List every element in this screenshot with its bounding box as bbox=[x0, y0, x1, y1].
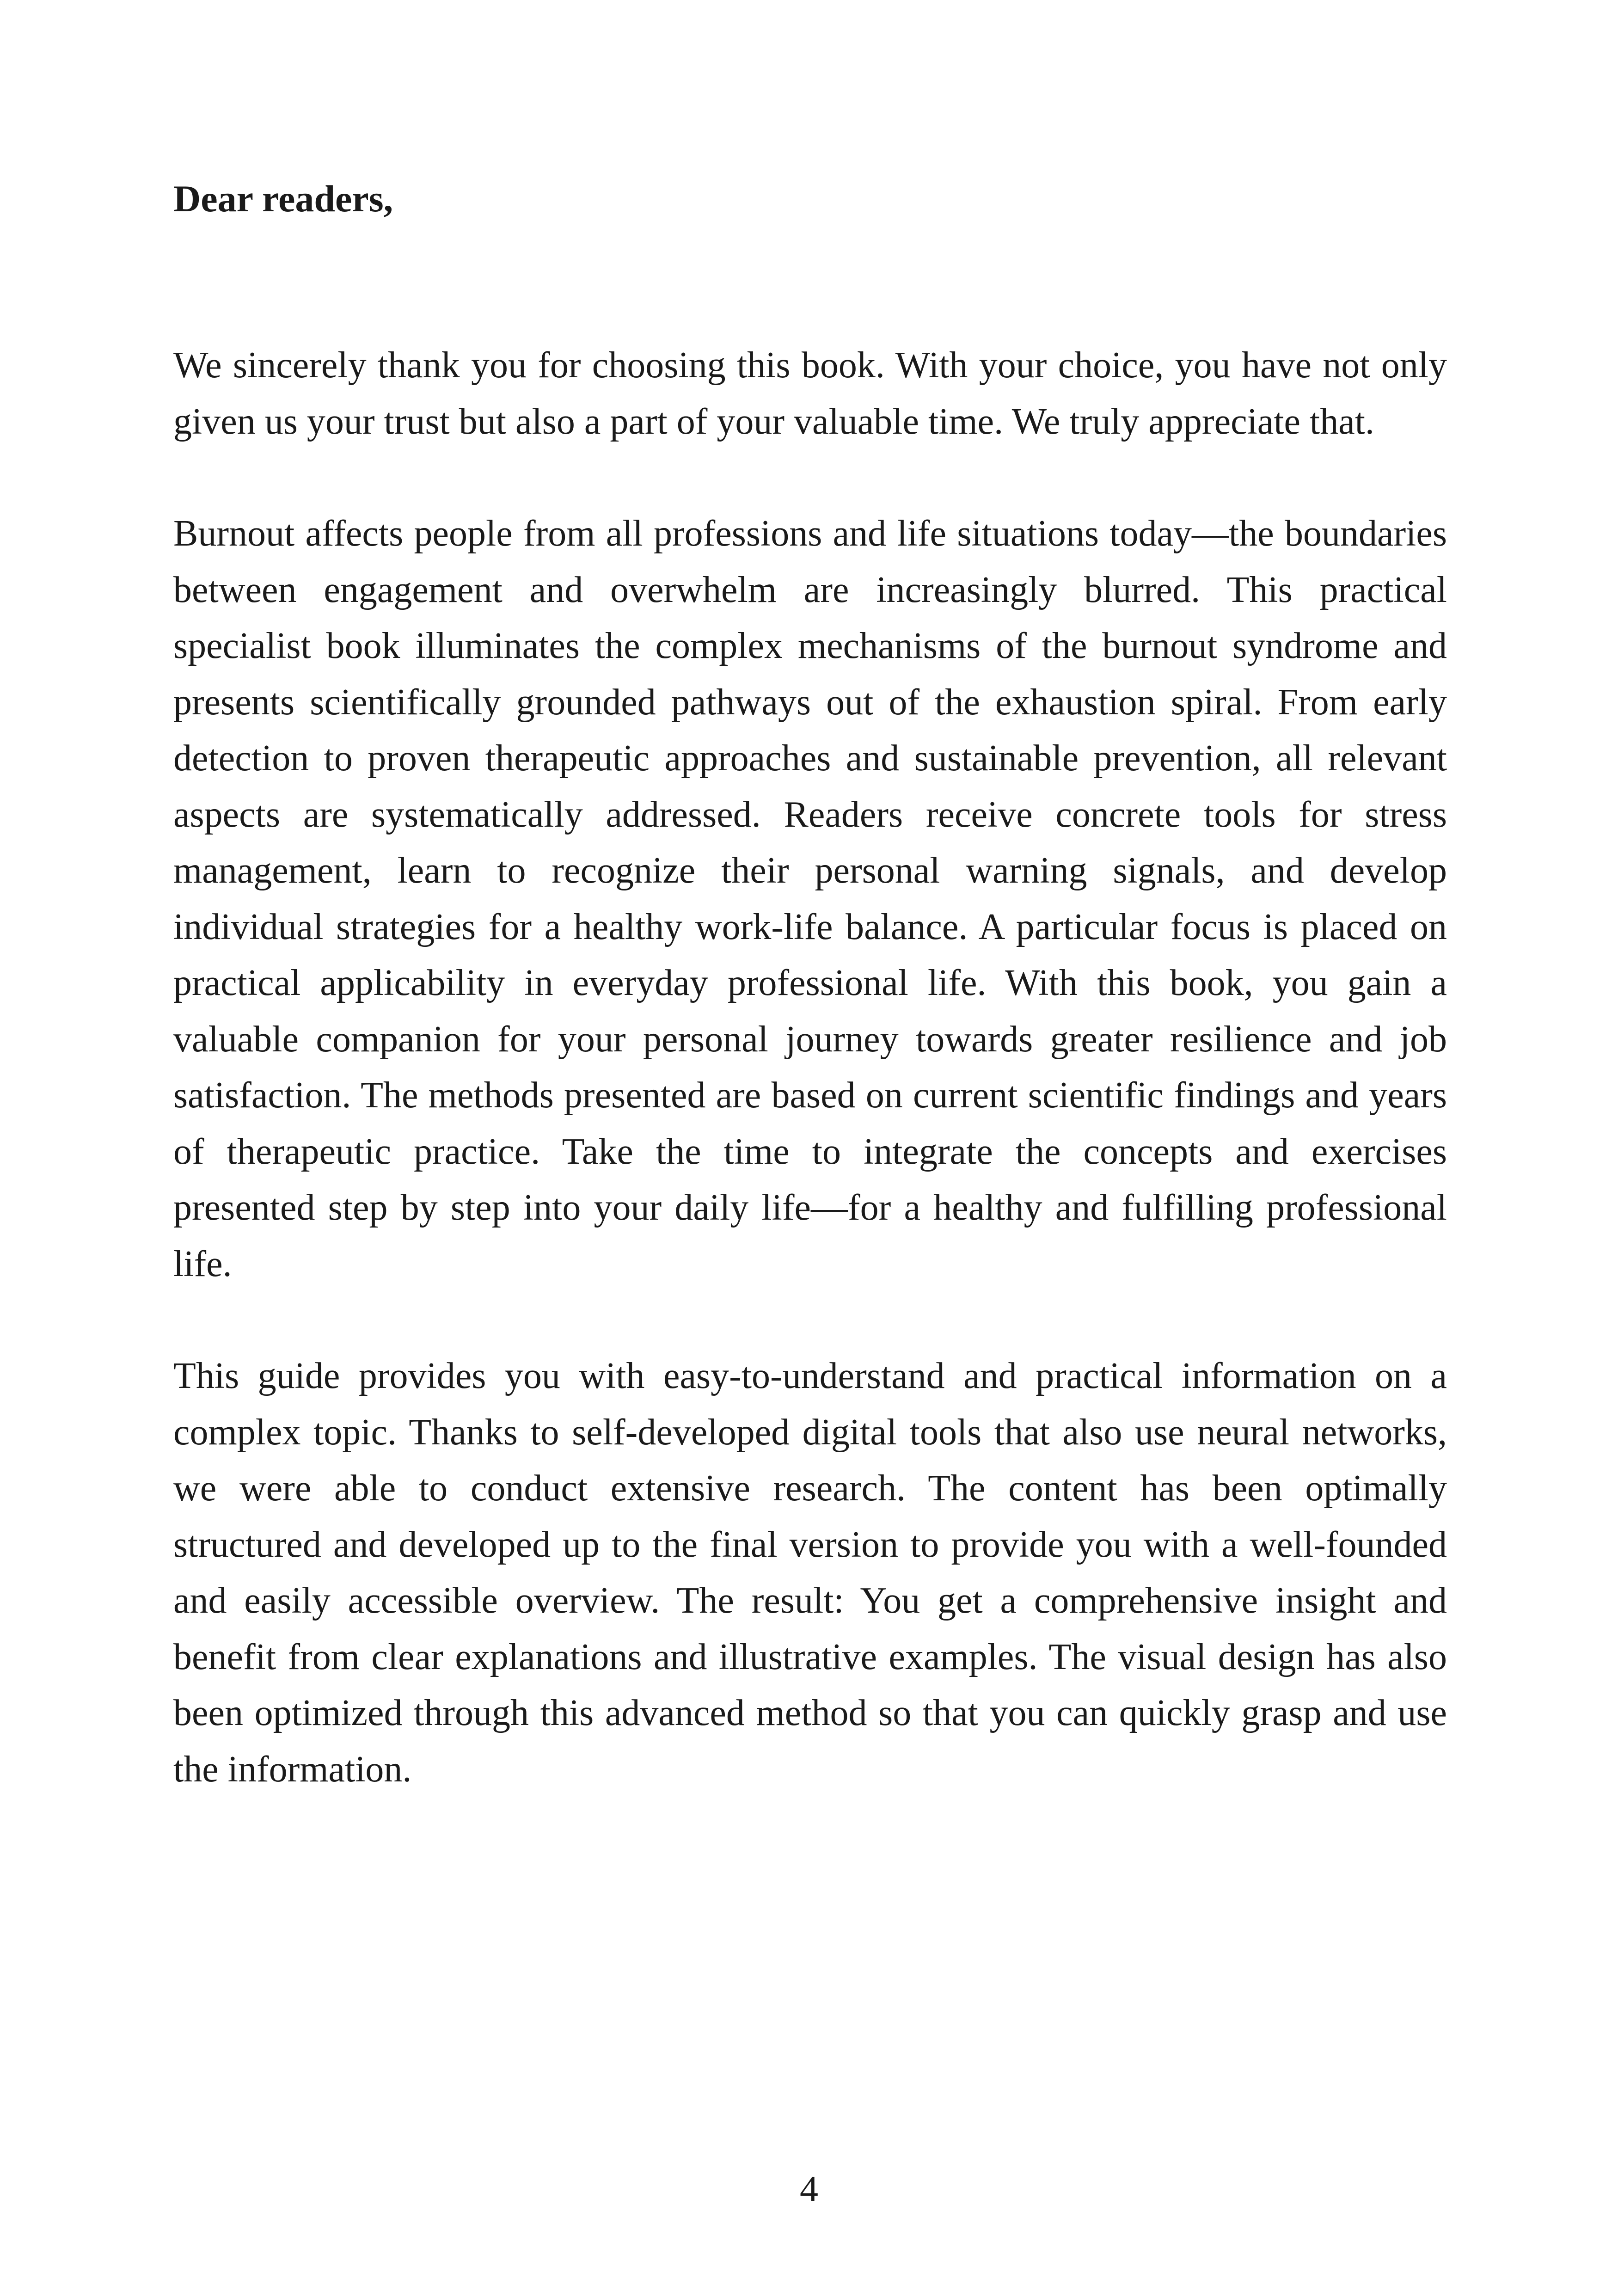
paragraph-guide-method: This guide provides you with easy-to-understand and practical information on a complex topic. Thanks to self-developed digital tools that also use neural networks, we were able to conduct extensive research. The content has been optimally structured and developed up to the final version to provide you with a well-founded and easily accessible overview. The result: You get a comprehensive insight and benefit from clear explanations and illustrative examples. The visual design has also been optimized through this advanced method so that you can quickly grasp and use the information. bbox=[173, 1356, 1447, 1790]
paragraph-thanks: We sincerely thank you for choosing this book. With your choice, you have not only given us your trust but also a part of your valuable time. We truly appreciate that. bbox=[173, 345, 1447, 442]
paragraph-book-description: Burnout affects people from all professions and life situations today—the boundaries between engagement and overwhelm are increasingly blurred. This practical specialist book illuminates the complex mechanisms of the burnout syndrome and presents scientifically grounded pathways out of the exhaustion spiral. From early detection to proven therapeutic approaches and sustainable prevention, all relevant aspects are systematically addressed. Readers receive concrete tools for stress management, learn to recognize their personal warning signals, and develop individual strategies for a healthy work-life balance. A particular focus is placed on practical applicability in everyday professional life. With this book, you gain a valuable companion for your personal journey towards greater resilience and job satisfaction. The methods presented are based on current scientific findings and years of therapeutic practice. Take the time to integrate the concepts and exercises presented step by step into your daily life—for a healthy and fulfilling professional life. bbox=[173, 513, 1447, 1284]
salutation-heading: Dear readers, bbox=[173, 178, 393, 220]
page-number: 4 bbox=[800, 2169, 818, 2210]
letter-body bbox=[173, 171, 1447, 1798]
